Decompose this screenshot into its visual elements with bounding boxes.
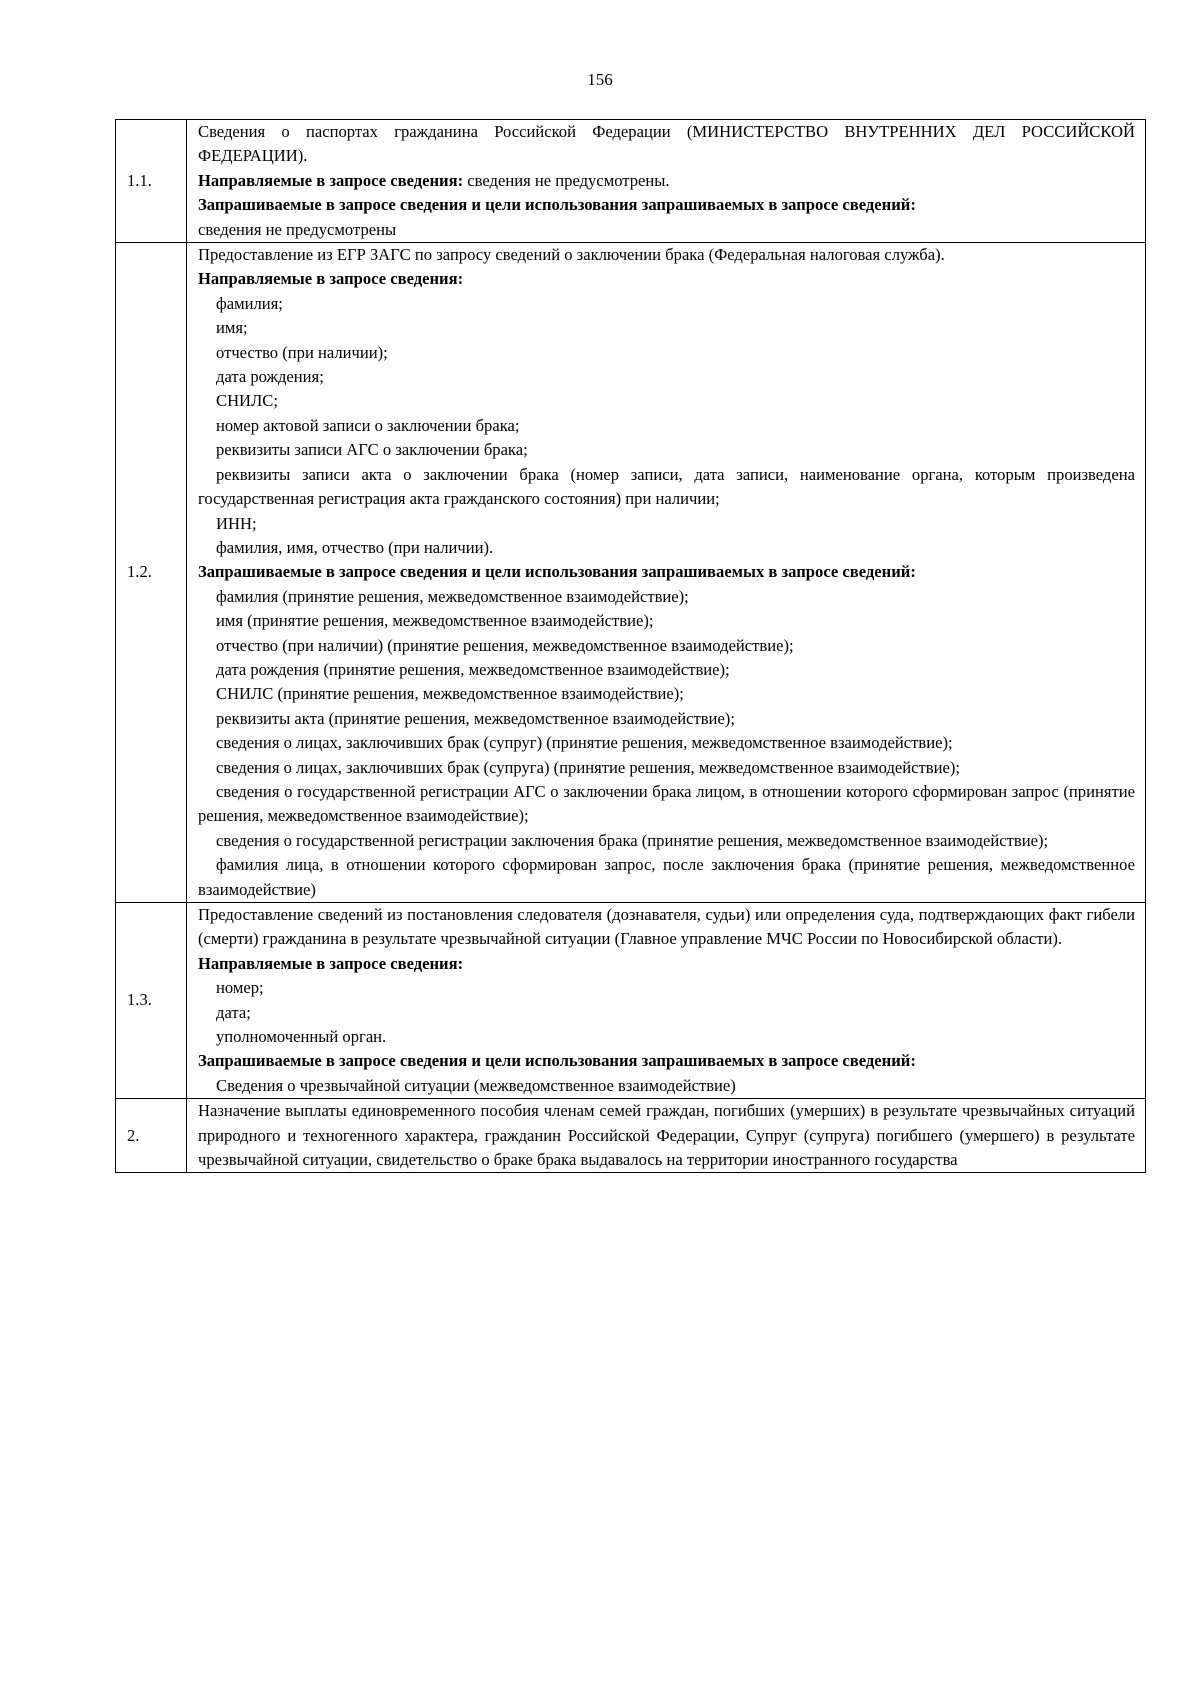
table-row xyxy=(116,120,1146,243)
line-text: сведения о государственной регистрации заключения брака (принятие решения, межведомственное взаимодействие); xyxy=(216,830,1049,850)
line-text: отчество (при наличии) (принятие решения, межведомственное взаимодействие); xyxy=(216,635,794,655)
content-line xyxy=(198,1074,1135,1098)
row-number: 1.1. xyxy=(116,120,187,243)
section-heading-line xyxy=(198,952,1135,976)
line-text: фамилия; xyxy=(216,293,283,313)
content-line xyxy=(198,609,1135,633)
section-heading-line xyxy=(198,1049,1135,1073)
row-content xyxy=(187,1099,1146,1173)
line-text: реквизиты записи акта о заключении брака (номер записи, дата записи, наименование органа, которым произведена государственная регистрация акта гражданского состояния) при наличии; xyxy=(198,464,1135,509)
line-text: Предоставление сведений из постановления следователя (дознавателя, судьи) или определения суда, подтверждающих факт гибели (смерти) гражданина в результате чрезвычайной ситуации (Главное управление МЧС России по Новосибирской области). xyxy=(198,905,1135,949)
line-text: сведения о лицах, заключивших брак (супруга) (принятие решения, межведомственное взаимодействие); xyxy=(216,757,960,777)
requests-table xyxy=(115,119,1146,1173)
content-line xyxy=(198,463,1135,512)
section-heading-line xyxy=(198,169,1135,193)
content-line xyxy=(198,292,1135,316)
content-line xyxy=(198,853,1135,902)
line-text: Предоставление из ЕГР ЗАГС по запросу сведений о заключении брака (Федеральная налоговая служба). xyxy=(198,245,945,265)
content-line xyxy=(198,365,1135,389)
page-number: 156 xyxy=(587,70,613,89)
content-line xyxy=(198,658,1135,682)
line-text: сведения не предусмотрены xyxy=(198,219,397,239)
line-text: номер актовой записи о заключении брака; xyxy=(216,415,520,435)
line-text: фамилия лица, в отношении которого сформирован запрос, после заключения брака (принятие решения, межведомственное взаимодействие) xyxy=(198,855,1135,899)
row-number: 2. xyxy=(116,1099,187,1173)
line-text: СНИЛС; xyxy=(216,391,278,411)
table-body xyxy=(116,120,1146,1173)
content-line xyxy=(198,218,1135,242)
line-text: имя; xyxy=(216,318,248,338)
line-text: сведения о государственной регистрации АГС о заключении брака лицом, в отношении которого сформирован запрос (принятие решения, межведомственное взаимодействие); xyxy=(198,781,1135,826)
line-text: ИНН; xyxy=(216,513,257,533)
content-line xyxy=(198,780,1135,829)
table-row xyxy=(116,903,1146,1099)
content-line xyxy=(198,1099,1135,1172)
line-text: дата рождения; xyxy=(216,367,324,387)
line-text: уполномоченный орган. xyxy=(216,1027,387,1047)
line-text: сведения не предусмотрены. xyxy=(463,170,670,190)
content-line xyxy=(198,316,1135,340)
bold-label: Запрашиваемые в запросе сведения и цели использования запрашиваемых в запросе сведений: xyxy=(198,562,916,582)
line-text: реквизиты записи АГС о заключении брака; xyxy=(216,440,528,460)
content-line xyxy=(198,903,1135,952)
bold-label: Направляемые в запросе сведения: xyxy=(198,170,464,190)
content-line xyxy=(198,585,1135,609)
content-line xyxy=(198,414,1135,438)
content-line xyxy=(198,756,1135,780)
content-line xyxy=(198,682,1135,706)
row-content xyxy=(187,120,1146,243)
section-heading-line xyxy=(198,267,1135,291)
row-content xyxy=(187,903,1146,1099)
line-text: фамилия, имя, отчество (при наличии). xyxy=(216,537,494,557)
line-text: реквизиты акта (принятие решения, межведомственное взаимодействие); xyxy=(216,708,735,728)
content-line xyxy=(198,389,1135,413)
bold-label: Направляемые в запросе сведения: xyxy=(198,269,464,289)
content-line xyxy=(198,976,1135,1000)
bold-label: Направляемые в запросе сведения: xyxy=(198,953,464,973)
content-line xyxy=(198,341,1135,365)
line-text: Сведения о паспортах гражданина Российской Федерации (МИНИСТЕРСТВО ВНУТРЕННИХ ДЕЛ РОССИЙСКОЙ ФЕДЕРАЦИИ). xyxy=(198,122,1135,166)
line-text: дата рождения (принятие решения, межведомственное взаимодействие); xyxy=(216,659,730,679)
line-text: Сведения о чрезвычайной ситуации (межведомственное взаимодействие) xyxy=(216,1075,736,1095)
row-number: 1.3. xyxy=(116,903,187,1099)
section-heading-line xyxy=(198,560,1135,584)
bold-label: Запрашиваемые в запросе сведения и цели использования запрашиваемых в запросе сведений: xyxy=(198,195,916,215)
line-text: сведения о лицах, заключивших брак (супруг) (принятие решения, межведомственное взаимодействие); xyxy=(216,733,953,753)
content-line xyxy=(198,438,1135,462)
content-line xyxy=(198,829,1135,853)
line-text: СНИЛС (принятие решения, межведомственное взаимодействие); xyxy=(216,684,684,704)
content-line xyxy=(198,634,1135,658)
section-heading-line xyxy=(198,193,1135,217)
line-text: имя (принятие решения, межведомственное взаимодействие); xyxy=(216,611,654,631)
line-text: отчество (при наличии); xyxy=(216,342,388,362)
row-number: 1.2. xyxy=(116,243,187,903)
content-line xyxy=(198,1025,1135,1049)
row-content xyxy=(187,243,1146,903)
bold-label: Запрашиваемые в запросе сведения и цели использования запрашиваемых в запросе сведений: xyxy=(198,1051,916,1071)
content-line xyxy=(198,536,1135,560)
table-row xyxy=(116,1099,1146,1173)
line-text: фамилия (принятие решения, межведомственное взаимодействие); xyxy=(216,586,689,606)
line-text: дата; xyxy=(216,1002,251,1022)
content-line xyxy=(198,512,1135,536)
content-line xyxy=(198,1001,1135,1025)
content-line xyxy=(198,707,1135,731)
content-line xyxy=(198,243,1135,267)
content-line xyxy=(198,731,1135,755)
table-row xyxy=(116,243,1146,903)
content-line xyxy=(198,120,1135,169)
line-text: Назначение выплаты единовременного пособия членам семей граждан, погибших (умерших) в результате чрезвычайных ситуаций природного и техногенного характера, гражданин Российской Федерации, Супруг (супруга) погибшего (умершего) в результате чрезвычайной ситуации, свидетельство о браке брака выдавалось на территории иностранного государства xyxy=(198,1101,1135,1170)
line-text: номер; xyxy=(216,978,264,998)
